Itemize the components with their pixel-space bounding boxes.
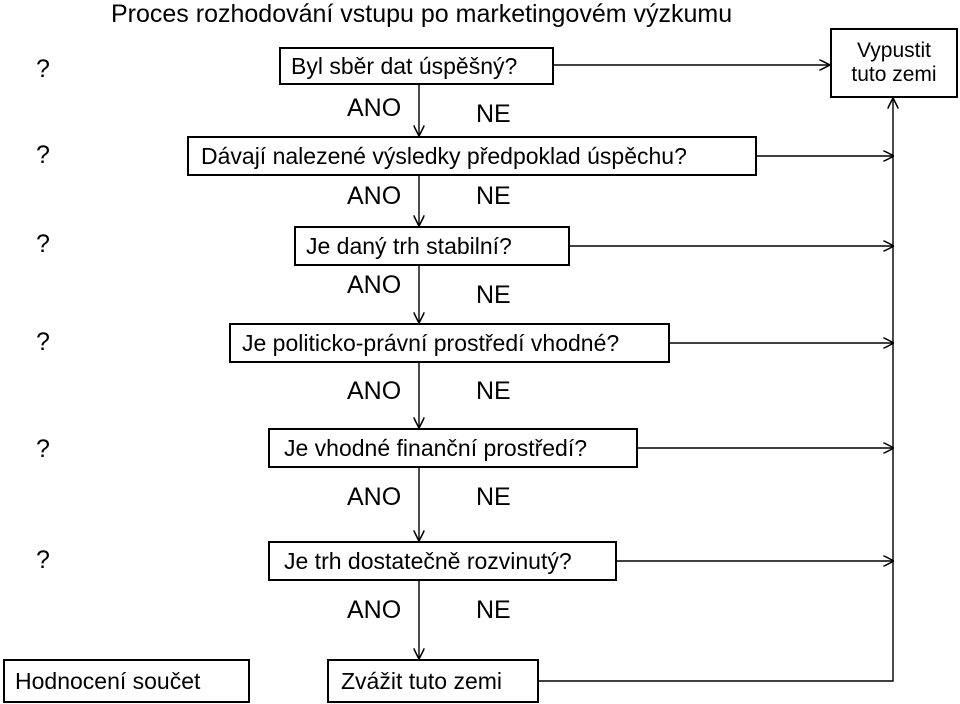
yes-label-5: ANO: [347, 483, 402, 511]
question-text-6: Je trh dostatečně rozvinutý?: [284, 547, 572, 574]
question-marker-3: ?: [36, 230, 50, 258]
yes-label-1: ANO: [347, 94, 402, 122]
no-label-3: NE: [476, 281, 511, 309]
no-label-6: NE: [476, 596, 511, 624]
diagram-title: Proces rozhodování vstupu po marketingovém výzkumu: [111, 0, 733, 28]
score-box-label: Hodnocení součet: [15, 667, 201, 694]
no-label-5: NE: [476, 483, 511, 511]
question-marker-4: ?: [36, 328, 50, 356]
question-marker-6: ?: [36, 546, 50, 574]
question-text-4: Je politicko-právní prostředí vhodné?: [242, 329, 620, 356]
no-label-4: NE: [476, 377, 511, 405]
question-marker-1: ?: [36, 55, 50, 83]
final-box-label: Zvážit tuto zemi: [341, 667, 503, 694]
question-text-1: Byl sběr dat úspěšný?: [291, 52, 518, 79]
yes-label-4: ANO: [347, 377, 402, 405]
yes-label-2: ANO: [347, 182, 402, 210]
question-marker-2: ?: [36, 141, 50, 169]
question-text-5: Je vhodné finanční prostředí?: [284, 434, 588, 461]
question-text-2: Dávají nalezené výsledky předpoklad úspěchu?: [201, 142, 687, 169]
exit-trunk: [539, 99, 893, 681]
question-text-3: Je daný trh stabilní?: [306, 232, 512, 259]
exit-box-label: Vypustit tuto zemi: [851, 38, 937, 86]
yes-label-3: ANO: [347, 271, 402, 299]
yes-label-6: ANO: [347, 596, 402, 624]
no-label-1: NE: [476, 100, 511, 128]
no-label-2: NE: [476, 182, 511, 210]
question-marker-5: ?: [36, 435, 50, 463]
